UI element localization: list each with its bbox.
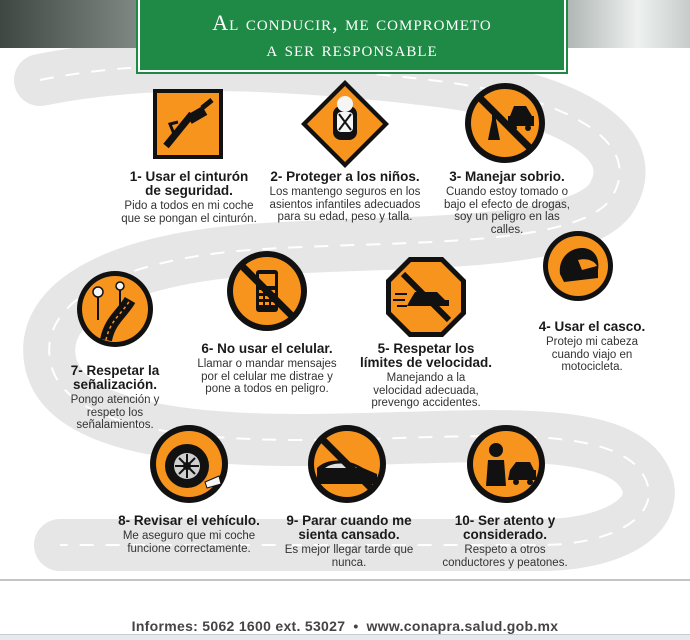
item-9-desc: Es mejor llegar tarde que nunca.	[284, 544, 414, 569]
child-seat-icon	[299, 78, 391, 170]
item-1-title: 1- Usar el cinturón de seguridad.	[129, 169, 249, 198]
footer-divider	[0, 579, 690, 581]
no-drink-driving-icon	[464, 82, 546, 164]
road-sign-icon	[76, 270, 154, 348]
item-10-desc: Respeto a otros conductores y peatones.	[442, 544, 568, 569]
tire-icon	[149, 424, 229, 504]
title-banner	[138, 0, 566, 72]
no-cellphone-icon	[226, 250, 308, 332]
item-7-title: 7- Respetar la señalización.	[70, 363, 160, 392]
item-5-title: 5- Respetar los límites de velocidad.	[359, 341, 493, 370]
seatbelt-icon	[152, 88, 224, 160]
helmet-icon	[542, 230, 614, 302]
item-7-desc: Pongo atención y respeto los señalamientos.	[70, 394, 160, 431]
attentive-driver-icon	[466, 424, 546, 504]
footer-contact	[0, 618, 690, 634]
item-2-title: 2- Proteger a los niños.	[270, 169, 420, 184]
bottom-strip	[0, 634, 690, 640]
speed-limit-icon	[385, 256, 467, 338]
tired-driver-icon	[307, 424, 387, 504]
item-10-title: 10- Ser atento y considerado.	[454, 513, 556, 542]
item-3-title: 3- Manejar sobrio.	[449, 169, 565, 184]
item-6-title: 6- No usar el celular.	[201, 341, 333, 356]
footer-url: www.conapra.salud.gob.mx	[366, 618, 559, 634]
item-3-desc: Cuando estoy tomado o bajo el efecto de drogas, soy un peligro en las calles.	[444, 186, 570, 236]
item-6-desc: Llamar o mandar mensajes por el celular me distrae y pone a todos en peligro.	[197, 358, 337, 395]
banner-title-line1: Al conducir, me comprometo	[212, 10, 492, 35]
item-8-title: 8- Revisar el vehículo.	[118, 513, 260, 528]
item-1-desc: Pido a todos en mi coche que se pongan el cinturón.	[121, 200, 257, 225]
footer-phone: Informes: 5062 1600 ext. 53027	[131, 618, 346, 634]
item-8-desc: Me aseguro que mi coche funcione correctamente.	[122, 530, 256, 555]
item-5-desc: Manejando a la velocidad adecuada, prevengo accidentes.	[371, 372, 481, 409]
banner-road-photo	[0, 0, 160, 48]
item-4-desc: Protejo mi cabeza cuando viajo en motocicleta.	[545, 336, 639, 373]
item-9-title: 9- Parar cuando me sienta cansado.	[286, 513, 412, 542]
banner-car-photo	[560, 0, 690, 48]
footer-separator: •	[353, 618, 359, 634]
item-4-title: 4- Usar el casco.	[538, 319, 646, 334]
item-2-desc: Los mantengo seguros en los asientos infantiles adecuados para su edad, peso y talla.	[269, 186, 421, 223]
banner-title-line2: a ser responsable	[266, 36, 438, 61]
